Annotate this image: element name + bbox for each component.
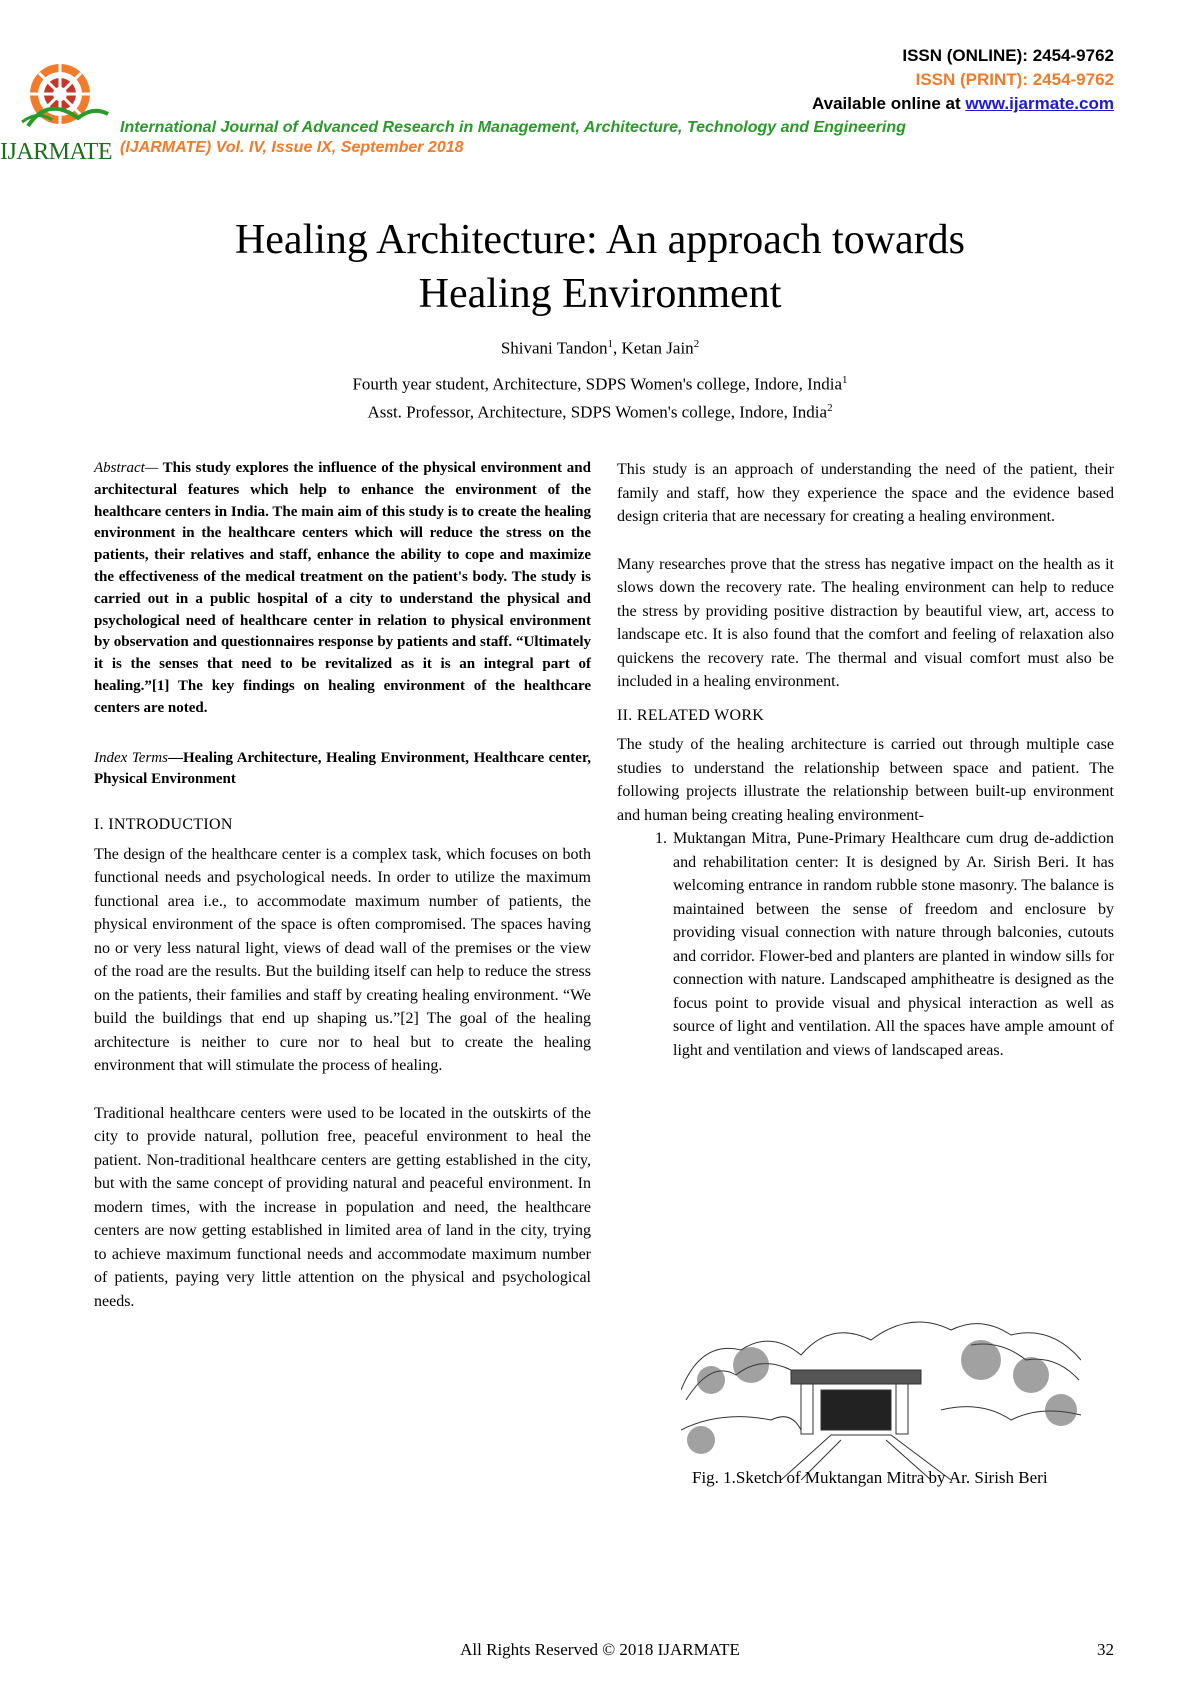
list-item [617, 827, 1114, 1062]
list-item-text: Muktangan Mitra, Pune-Primary Healthcare cum drug de-addiction and rehabilitation center: It is designed by Ar. Sirish Beri. It has welcoming entrance in random rubble stone masonry. The balance is maintained between the sense of freedom and enclosure by providing visual connection with nature through balconies, cutouts and corridor. Flower-bed and planters are planted in window sills for connection with nature. Landscaped amphitheatre is designed as the focus point to provide visual and physical interaction as well as source of light and ventilation. All the spaces have ample amount of light and ventilation and views of landscaped areas. [673, 830, 1114, 1059]
journal-title: International Journal of Advanced Research in Management, Architecture, Technology and Engineering [120, 119, 906, 136]
available-online [812, 92, 1114, 116]
right-column [617, 458, 1114, 1062]
figure-sketch-image [681, 1300, 1081, 1480]
list-number: 1. [655, 830, 667, 847]
title-line-1: Healing Architecture: An approach towards [234, 217, 966, 263]
index-terms [94, 748, 591, 792]
author-1: Shivani Tandon [500, 338, 608, 358]
left-column [94, 458, 591, 1313]
authors: Shivani Tandon$^1$, Ketan Jain$^2$ [500, 338, 700, 358]
issn-block [812, 44, 1114, 116]
abstract-label: Abstract— [94, 460, 159, 476]
available-prefix: Available online at [811, 94, 966, 113]
logo-wordmark: IJARMATE [0, 139, 113, 165]
footer-copyright: All Rights Reserved © 2018 IJARMATE [460, 1640, 740, 1659]
website-link[interactable]: www.ijarmate.com [965, 94, 1114, 113]
journal-name [120, 118, 906, 158]
introduction-paragraph-1: The design of the healthcare center is a complex task, which focuses on both functional needs and psychological needs. In order to utilize the maximum functional area i.e., to accommodate maximum number of patients, the physical environment of the space is often compromised. The spaces having no or very less natural light, views of dead wall of the premises or the view of the road are the results. But the building itself can help to reduce the stress on the patients, their families and staff by creating healing environment. “We build the buildings that end up shaping us.”[2] The goal of the healing architecture is neither to cure nor to heal but to create the healing environment that will stimulate the process of healing. [94, 845, 591, 1075]
index-terms-text: —Healing Architecture, Healing Environment, Healthcare center, Physical Environment [94, 749, 591, 788]
abstract-text: This study explores the influence of the physical environment and architectural features which help to enhance the environment of the healthcare centers in India. The main aim of this study is to create the healing environment in the healthcare centers which will reduce the stress on the patients, their relatives and staff, enhance the ability to cope and maximize the effectiveness of the medical treatment on the patient's body. The study is carried out in a public hospital of a city to understand the physical and psychological need of healthcare center in relation to physical environment by observation and questionnaires response by patients and staff. “Ultimately it is the senses that need to be revitalized as it is an integral part of healing.”[1] The key findings on healing environment of the healthcare centers are noted. [94, 460, 591, 716]
affiliation-1: Fourth year student, Architecture, SDPS Women's college, Indore, India$^1$ [352, 374, 848, 394]
title-line-2: Healing Environment [418, 271, 782, 317]
author-2: Ketan Jain [621, 338, 694, 358]
related-work-paragraph: The study of the healing architecture is carried out through multiple case studies to understand the relationship between space and patient. The following projects illustrate the relationship between built-up environment and human being creating healing environment- [617, 736, 1114, 824]
page-number: 32 [1097, 1640, 1114, 1659]
intro-paragraph-4: Many researches prove that the stress has negative impact on the health as it slows down the recovery rate. The healing environment can help to reduce the stress by providing positive distraction by beautiful view, art, access to landscape etc. It is also found that the comfort and feeling of relaxation also quickens the recovery rate. The thermal and visual comfort must also be included in a healing environment. [617, 555, 1114, 690]
paper-title [0, 213, 1200, 321]
index-terms-label: Index Terms [94, 749, 168, 766]
affiliation-2: Asst. Professor, Architecture, SDPS Women's college, Indore, India$^2$ [367, 402, 833, 422]
section-heading-introduction: I. INTRODUCTION [94, 816, 233, 834]
intro-paragraph-3: This study is an approach of understanding the need of the patient, their family and staff, how they experience the space and the evidence based design criteria that are necessary for creating a healing environment. [617, 461, 1114, 525]
introduction-paragraph-2: Traditional healthcare centers were used to be located in the outskirts of the city to provide natural, pollution free, peaceful environment to heal the patient. Non-traditional healthcare centers are getting established in the city, but with the same concept of providing natural and peaceful environment. In modern times, with the increase in population and need, the healthcare centers are now getting established in limited area of land in the city, trying to achieve maximum functional needs and accommodate maximum number of patients, paying very little attention on the physical and psychological needs. [94, 1104, 591, 1310]
journal-volume: (IJARMATE) Vol. IV, Issue IX, September 2018 [120, 139, 464, 156]
abstract [94, 458, 591, 720]
section-heading-related-work: II. RELATED WORK [617, 706, 765, 724]
issn-print: ISSN (PRINT): 2454-9762 [915, 70, 1114, 89]
issn-online: ISSN (ONLINE): 2454-9762 [902, 46, 1114, 65]
figure-caption: Fig. 1.Sketch of Muktangan Mitra by Ar. Sirish Beri [692, 1468, 1048, 1487]
